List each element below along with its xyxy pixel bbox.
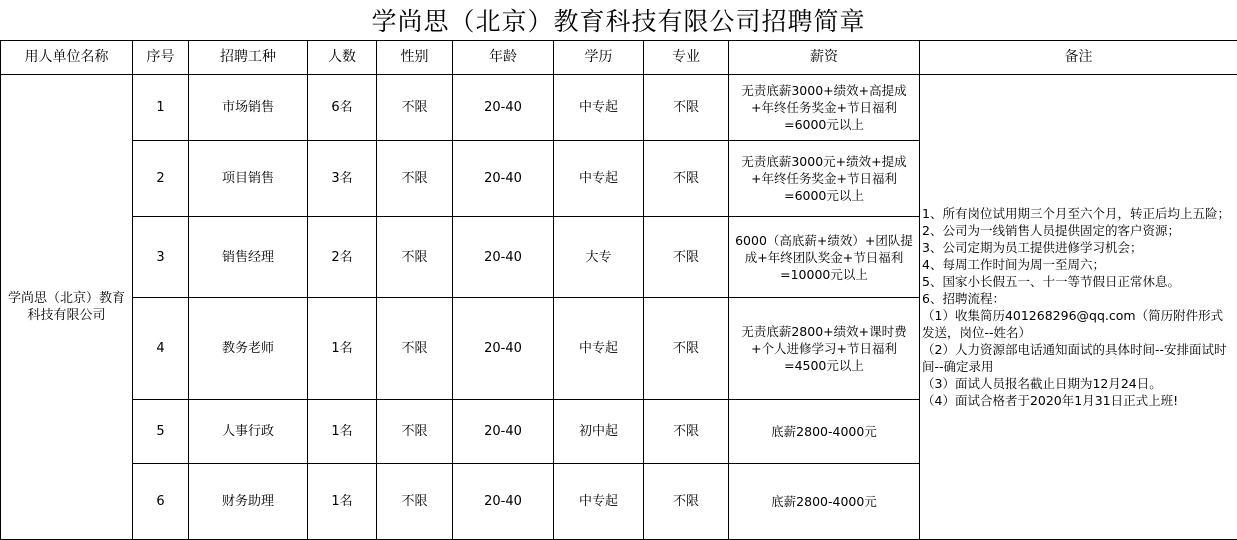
row-age: 20-40 <box>453 217 554 298</box>
note-line: 2、公司为一线销售人员提供固定的客户资源； <box>922 222 1235 239</box>
row-major: 不限 <box>644 400 729 464</box>
row-salary: 6000（高底薪+绩效）+团队提成+年终团队奖金+节日福利=10000元以上 <box>729 217 920 298</box>
row-major: 不限 <box>644 75 729 141</box>
company-name-cell: 学尚思（北京）教育科技有限公司 <box>1 75 133 540</box>
row-count: 1名 <box>308 464 377 540</box>
header-notes: 备注 <box>920 41 1237 75</box>
table-row <box>1 75 1237 141</box>
header-position: 招聘工种 <box>189 41 308 75</box>
note-line: 6、招聘流程： <box>922 290 1235 307</box>
row-gender: 不限 <box>377 75 453 141</box>
header-age: 年龄 <box>453 41 554 75</box>
note-line: 5、国家小长假五一、十一等节假日正常休息。 <box>922 273 1235 290</box>
row-age: 20-40 <box>453 141 554 217</box>
row-no: 5 <box>133 400 189 464</box>
row-gender: 不限 <box>377 141 453 217</box>
row-position: 销售经理 <box>189 217 308 298</box>
row-major: 不限 <box>644 464 729 540</box>
row-age: 20-40 <box>453 298 554 400</box>
header-row <box>1 41 1237 75</box>
row-gender: 不限 <box>377 464 453 540</box>
row-education: 中专起 <box>554 464 644 540</box>
note-line: （4）面试合格者于2020年1月31日正式上班! <box>922 392 1235 409</box>
row-salary: 无责底薪3000元+绩效+提成+年终任务奖金+节日福利=6000元以上 <box>729 141 920 217</box>
row-major: 不限 <box>644 217 729 298</box>
row-education: 中专起 <box>554 141 644 217</box>
row-no: 6 <box>133 464 189 540</box>
row-count: 2名 <box>308 217 377 298</box>
header-education: 学历 <box>554 41 644 75</box>
row-gender: 不限 <box>377 400 453 464</box>
header-gender: 性别 <box>377 41 453 75</box>
note-line: （3）面试人员报名截止日期为12月24日。 <box>922 375 1235 392</box>
row-salary: 底薪2800-4000元 <box>729 400 920 464</box>
row-education: 大专 <box>554 217 644 298</box>
row-education: 初中起 <box>554 400 644 464</box>
row-no: 3 <box>133 217 189 298</box>
row-position: 教务老师 <box>189 298 308 400</box>
note-line: 4、每周工作时间为周一至周六； <box>922 256 1235 273</box>
header-salary: 薪资 <box>729 41 920 75</box>
row-salary: 无责底薪2800+绩效+课时费+个人进修学习+节日福利=4500元以上 <box>729 298 920 400</box>
recruitment-table <box>0 40 1237 540</box>
header-count: 人数 <box>308 41 377 75</box>
row-count: 1名 <box>308 400 377 464</box>
row-gender: 不限 <box>377 217 453 298</box>
row-major: 不限 <box>644 298 729 400</box>
header-no: 序号 <box>133 41 189 75</box>
row-position: 财务助理 <box>189 464 308 540</box>
row-age: 20-40 <box>453 400 554 464</box>
row-no: 1 <box>133 75 189 141</box>
row-no: 4 <box>133 298 189 400</box>
note-line: （2）人力资源部电话通知面试的具体时间--安排面试时间--确定录用 <box>922 341 1235 375</box>
header-major: 专业 <box>644 41 729 75</box>
row-position: 市场销售 <box>189 75 308 141</box>
row-count: 3名 <box>308 141 377 217</box>
header-company: 用人单位名称 <box>1 41 133 75</box>
row-count: 6名 <box>308 75 377 141</box>
notes-cell <box>920 75 1237 540</box>
row-gender: 不限 <box>377 298 453 400</box>
note-line: （1）收集简历401268296@qq.com（简历附件形式发送，岗位--姓名） <box>922 307 1235 341</box>
row-major: 不限 <box>644 141 729 217</box>
row-no: 2 <box>133 141 189 217</box>
row-age: 20-40 <box>453 75 554 141</box>
row-count: 1名 <box>308 298 377 400</box>
page-title: 学尚思（北京）教育科技有限公司招聘简章 <box>0 0 1237 40</box>
row-position: 人事行政 <box>189 400 308 464</box>
row-position: 项目销售 <box>189 141 308 217</box>
row-salary: 底薪2800-4000元 <box>729 464 920 540</box>
row-age: 20-40 <box>453 464 554 540</box>
row-salary: 无责底薪3000+绩效+高提成+年终任务奖金+节日福利=6000元以上 <box>729 75 920 141</box>
note-line: 3、公司定期为员工提供进修学习机会； <box>922 239 1235 256</box>
row-education: 中专起 <box>554 75 644 141</box>
note-line: 1、所有岗位试用期三个月至六个月，转正后均上五险； <box>922 205 1235 222</box>
row-education: 中专起 <box>554 298 644 400</box>
